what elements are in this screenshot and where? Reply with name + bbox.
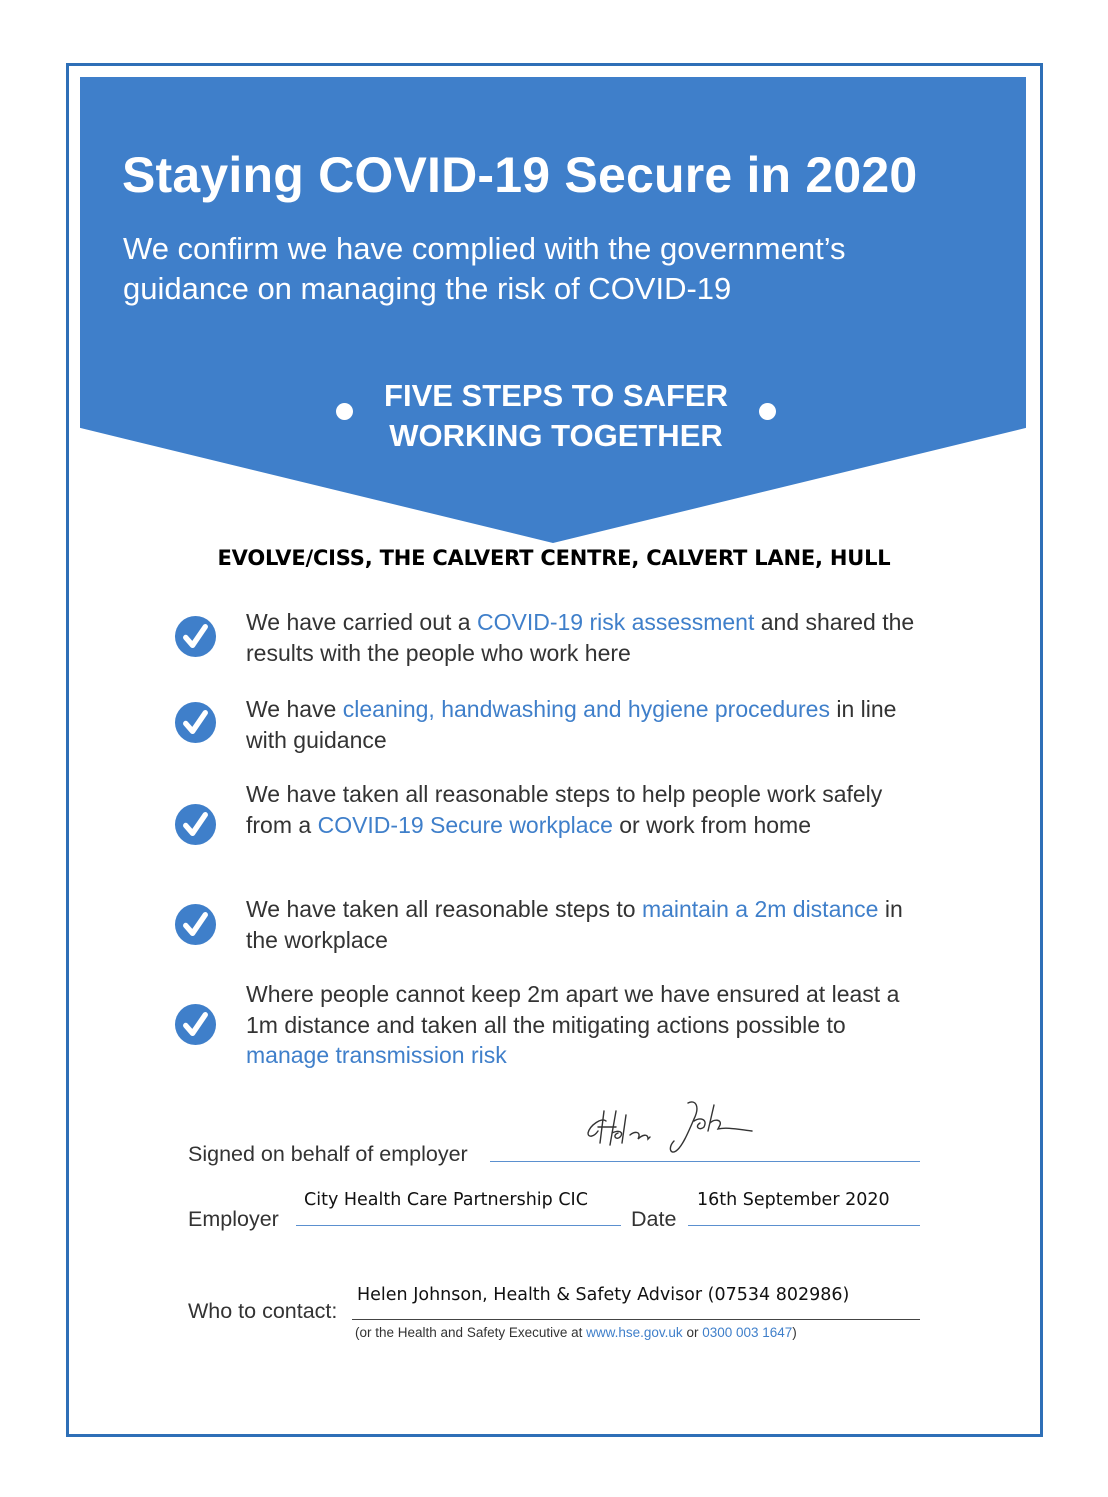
- contact-line: [352, 1319, 920, 1320]
- highlight-text: COVID-19 risk assessment: [476, 609, 755, 635]
- checklist-item: Where people cannot keep 2m apart we have ensured at least a 1m distance and taken all the mitigating actions possible to manage transmission risk: [246, 981, 900, 1068]
- checkmark-icon: [174, 701, 217, 744]
- employer-value: City Health Care Partnership CIC: [304, 1190, 588, 1210]
- poster-subtitle: We confirm we have complied with the government’s guidance on managing the risk of COVID-19: [123, 231, 846, 306]
- date-line: [688, 1225, 920, 1226]
- steps-heading-line-2: WORKING TOGETHER: [389, 418, 723, 453]
- highlight-text: maintain a 2m distance: [641, 896, 879, 922]
- steps-heading-line-1: FIVE STEPS TO SAFER: [384, 378, 728, 413]
- checkmark-icon: [174, 615, 217, 658]
- steps-heading-text: [356, 376, 756, 456]
- contact-value: Helen Johnson, Health & Safety Advisor (07534 802986): [357, 1285, 850, 1305]
- employer-line: [296, 1225, 621, 1226]
- highlight-text: COVID-19 Secure workplace: [317, 811, 613, 838]
- location-heading: EVOLVE/CISS, THE CALVERT CENTRE, CALVERT LANE, HULL: [217, 546, 891, 570]
- checkmark-icon: [174, 1003, 217, 1046]
- signature-line: [490, 1161, 920, 1162]
- steps-heading: [330, 376, 782, 456]
- checklist-item: We have carried out a COVID-19 risk assessment and shared the results with the people who work here: [246, 609, 915, 666]
- bullet-dot-icon: [759, 403, 776, 420]
- signed-label: Signed on behalf of employer: [188, 1142, 468, 1166]
- hse-phone-link[interactable]: 0300 003 1647: [702, 1325, 793, 1340]
- date-label: Date: [631, 1207, 677, 1231]
- checkmark-icon: [174, 803, 217, 846]
- date-value: 16th September 2020: [697, 1190, 890, 1210]
- hse-website-link[interactable]: www.hse.gov.uk: [586, 1325, 683, 1340]
- checklist-item: We have cleaning, handwashing and hygiene procedures in line with guidance: [246, 696, 897, 753]
- signature-image: [576, 1093, 766, 1163]
- bullet-dot-icon: [336, 403, 353, 420]
- hse-footnote: (or the Health and Safety Executive at www.hse.gov.uk or 0300 003 1647): [355, 1325, 797, 1340]
- checklist-item: We have taken all reasonable steps to maintain a 2m distance in the workplace: [246, 896, 903, 953]
- checklist-item: We have taken all reasonable steps to help people work safely from a COVID-19 Secure workplace or work from home: [246, 781, 883, 838]
- poster-title: Staying COVID-19 Secure in 2020: [122, 147, 918, 203]
- employer-label: Employer: [188, 1207, 279, 1231]
- highlight-text: manage transmission risk: [246, 1042, 507, 1068]
- contact-label: Who to contact:: [188, 1299, 338, 1323]
- highlight-text: cleaning, handwashing and hygiene procedures: [342, 696, 830, 722]
- checkmark-icon: [174, 903, 217, 946]
